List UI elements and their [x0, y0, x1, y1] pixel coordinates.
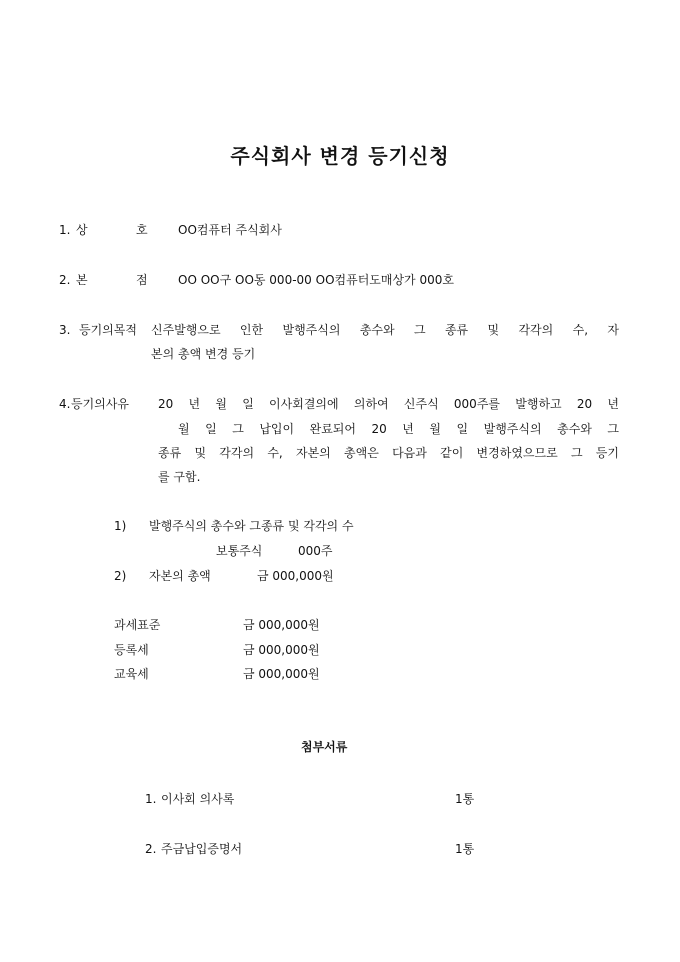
- attachment-name: 주금납입증명서: [161, 842, 243, 856]
- change-number: 1): [114, 519, 127, 533]
- tax-label-registration: 등록세: [114, 643, 149, 657]
- document-title: 주식회사 변경 등기신청: [230, 144, 450, 168]
- attachment-count: 1통: [455, 842, 475, 856]
- tax-label-education: 교육세: [114, 667, 149, 681]
- attachment-count: 1통: [455, 792, 475, 806]
- registration-reason-line-2: 월 일 그 납입이 완료되어 20 년 월 일 발행주식의 총수와 그: [178, 422, 619, 436]
- tax-value-education: 금 000,000원: [243, 667, 320, 681]
- registration-reason-line-4: 를 구함.: [158, 470, 201, 484]
- change-number: 2): [114, 569, 127, 583]
- registration-reason-line-1: 20 년 월 일 이사회결의에 의하여 신주식 000주를 발행하고 20 년: [158, 397, 619, 411]
- item-number: 1.: [59, 223, 71, 237]
- tax-label-standard: 과세표준: [114, 618, 161, 632]
- attachment-number: 1.: [145, 792, 157, 806]
- common-stock-value: 000주: [298, 544, 333, 558]
- tax-value-standard: 금 000,000원: [243, 618, 320, 632]
- label-registration-purpose: 등기의목적: [79, 323, 137, 337]
- label-registration-reason: 등기의사유: [71, 397, 129, 411]
- label-company-name-first: 상: [76, 223, 88, 237]
- tax-value-registration: 금 000,000원: [243, 643, 320, 657]
- attachment-number: 2.: [145, 842, 157, 856]
- common-stock-label: 보통주식: [216, 544, 263, 558]
- head-office-value: OO OO구 OO동 000-00 OO컴퓨터도매상가 000호: [178, 273, 454, 287]
- label-head-office-second: 점: [136, 273, 148, 287]
- attachments-heading: 첨부서류: [301, 740, 348, 754]
- item-number: 3.: [59, 323, 71, 337]
- attachment-name: 이사회 의사록: [161, 792, 235, 806]
- capital-value: 금 000,000원: [257, 569, 334, 583]
- registration-reason-line-3: 종류 및 각각의 수, 자본의 총액은 다음과 같이 변경하였으므로 그 등기: [158, 446, 619, 460]
- label-head-office-first: 본: [76, 273, 88, 287]
- item-number: 2.: [59, 273, 71, 287]
- registration-purpose-line-2: 본의 총액 변경 등기: [151, 347, 256, 361]
- item-number: 4.: [59, 397, 71, 411]
- change-label-capital: 자본의 총액: [149, 569, 211, 583]
- company-name-value: OO컴퓨터 주식회사: [178, 223, 282, 237]
- change-label-shares: 발행주식의 총수와 그종류 및 각각의 수: [149, 519, 354, 533]
- label-company-name-second: 호: [136, 223, 148, 237]
- registration-purpose-line-1: 신주발행으로 인한 발행주식의 총수와 그 종류 및 각각의 수, 자: [151, 323, 619, 337]
